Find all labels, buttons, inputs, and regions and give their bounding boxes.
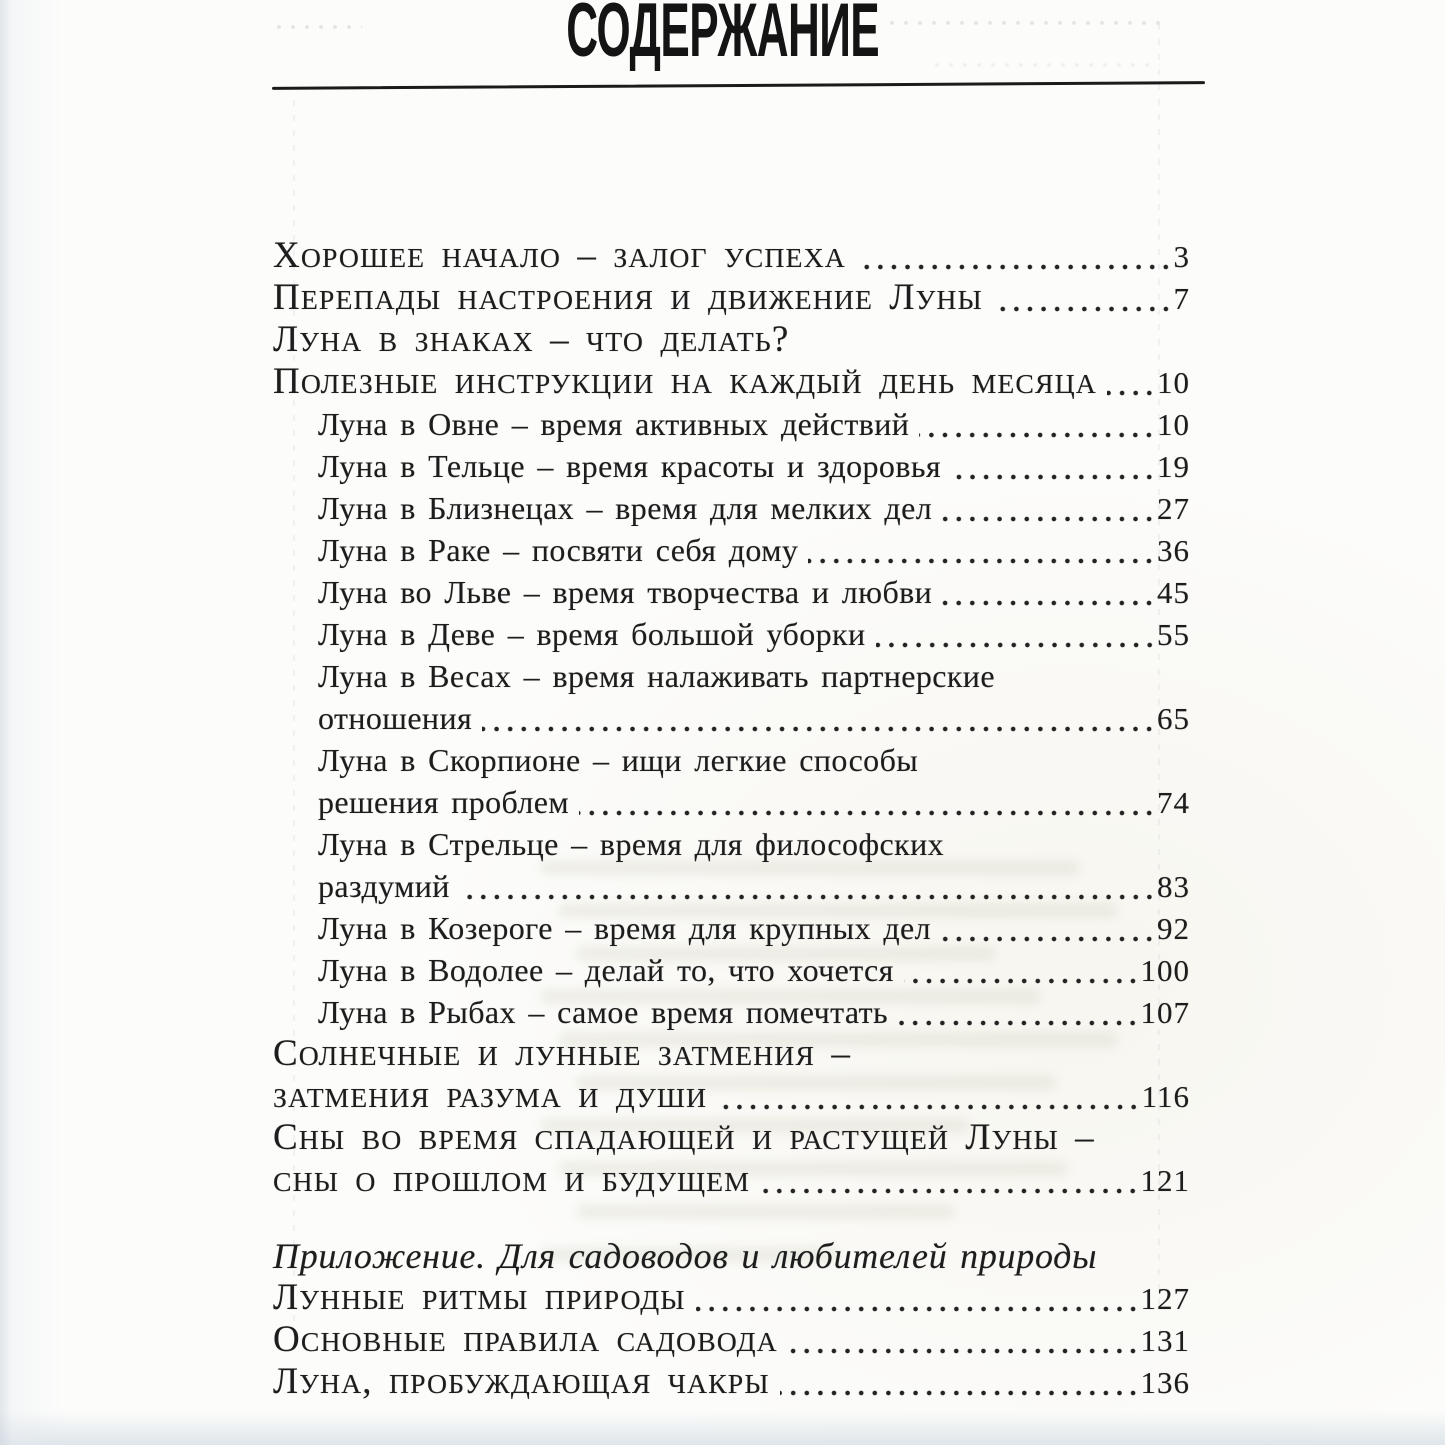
dotted-leader <box>942 600 1156 606</box>
toc-entry-text: ЗАТМЕНИЯ РАЗУМА И ДУШИ <box>273 1083 708 1114</box>
toc-entry-text: Луна в Скорпионе – ищи легкие способы <box>318 742 919 778</box>
dotted-leader <box>898 1020 1139 1026</box>
dotted-leader <box>696 1306 1140 1312</box>
toc-entry-page-number: 36 <box>1157 533 1190 568</box>
toc-entry <box>273 655 1190 697</box>
toc-entry-text: ПОЛЕЗНЫЕ ИНСТРУКЦИИ НА КАЖДЫЙ ДЕНЬ МЕСЯЦА <box>273 361 1097 402</box>
dotted-leader <box>941 936 1156 942</box>
toc-entry-page-number: 83 <box>1157 869 1190 904</box>
toc-entry <box>273 865 1190 907</box>
toc-entry <box>273 235 1190 277</box>
toc-entry-text: Луна в Рыбах – самое время помечтать <box>318 994 889 1030</box>
toc-entry <box>273 1277 1190 1319</box>
dotted-leader <box>856 264 1173 270</box>
toc-entry <box>273 613 1190 655</box>
toc-entry-text: ОСНОВНЫЕ ПРАВИЛА САДОВОДА <box>273 1319 778 1360</box>
dotted-leader <box>760 1188 1140 1194</box>
toc-entry <box>273 1075 1190 1117</box>
dotted-leader <box>1107 390 1156 396</box>
toc-entry-text: СНЫ О ПРОШЛОМ И БУДУЩЕМ <box>273 1167 750 1198</box>
toc-entry-text: Луна в Тельце – время красоты и здоровья <box>318 448 941 484</box>
toc-entry-page-number: 74 <box>1157 785 1190 820</box>
toc-entry-text: ЛУННЫЕ РИТМЫ ПРИРОДЫ <box>273 1277 686 1318</box>
toc-entry-text: Луна в Водолее – делай то, что хочется <box>318 952 894 988</box>
dotted-leader <box>942 516 1156 522</box>
toc-entry-text: Луна во Льве – время творчества и любви <box>318 574 933 610</box>
toc-entry-page-number: 100 <box>1140 953 1190 988</box>
toc-entry-text: раздумий <box>318 868 450 904</box>
dotted-leader <box>876 642 1157 648</box>
page-title <box>0 0 1445 73</box>
dotted-leader <box>993 306 1173 312</box>
toc-entry-text: ЛУНА, ПРОБУЖДАЮЩАЯ ЧАКРЫ <box>273 1361 770 1402</box>
dotted-leader <box>482 726 1156 732</box>
toc-entry <box>273 1159 1190 1201</box>
toc-entry-text: СНЫ ВО ВРЕМЯ СПАДАЮЩЕЙ И РАСТУЩЕЙ ЛУНЫ – <box>273 1117 1095 1158</box>
dotted-leader <box>579 810 1156 816</box>
toc-entry-page-number: 3 <box>1173 239 1190 274</box>
toc-entry <box>273 991 1190 1033</box>
toc-entry <box>273 487 1190 529</box>
toc-entry-page-number: 121 <box>1140 1163 1190 1198</box>
toc-entry-page-number: 65 <box>1157 701 1190 736</box>
toc-entry-page-number: 45 <box>1157 575 1190 610</box>
toc-entry <box>273 1117 1190 1159</box>
dotted-leader <box>788 1348 1140 1354</box>
dotted-leader <box>780 1390 1140 1396</box>
toc-entry-page-number: 116 <box>1141 1079 1190 1114</box>
toc-entry-text: Луна в Близнецах – время для мелких дел <box>318 490 933 526</box>
dotted-leader <box>717 1104 1140 1110</box>
toc-entry-page-number: 7 <box>1173 281 1190 316</box>
dotted-leader <box>951 474 1156 480</box>
toc-entry <box>273 277 1190 319</box>
toc-entry <box>273 361 1190 403</box>
toc-entry <box>273 319 1190 361</box>
toc-entry-page-number: 136 <box>1140 1365 1190 1400</box>
toc-entry-text: Луна в Стрельце – время для философских <box>318 826 945 862</box>
toc-entry <box>273 949 1190 991</box>
toc-entry-text: отношения <box>318 700 473 736</box>
toc-list <box>273 235 1190 1403</box>
toc-entry-page-number: 127 <box>1140 1281 1190 1316</box>
toc-entry <box>273 529 1190 571</box>
toc-entry-text: Луна в Весах – время налаживать партнерские <box>318 658 995 694</box>
toc-entry-text: Луна в Козероге – время для крупных дел <box>318 910 932 946</box>
toc-entry-text: решения проблем <box>318 784 570 820</box>
toc-entry-page-number: 19 <box>1157 449 1190 484</box>
page-title-text: СОДЕРЖАНИЕ <box>566 0 879 73</box>
dotted-leader <box>919 432 1156 438</box>
toc-entry-text: Приложение. Для садоводов и любителей природы <box>273 1236 1098 1276</box>
toc-entry <box>273 823 1190 865</box>
toc-entry-text: Луна в Овне – время активных действий <box>318 406 910 442</box>
toc-entry-page-number: 10 <box>1157 365 1190 400</box>
toc-entry-text: Луна в Деве – время большой уборки <box>318 616 866 652</box>
toc-entry-text: ПЕРЕПАДЫ НАСТРОЕНИЯ И ДВИЖЕНИЕ ЛУНЫ <box>273 277 983 318</box>
dotted-leader <box>460 894 1156 900</box>
toc-entry <box>273 907 1190 949</box>
toc-entry-text: Луна в Раке – посвяти себя дому <box>318 532 799 568</box>
toc-entry-page-number: 131 <box>1140 1323 1190 1358</box>
dotted-leader <box>904 978 1140 984</box>
toc-entry-page-number: 107 <box>1140 995 1190 1030</box>
toc-entry <box>273 697 1190 739</box>
toc-entry <box>273 1319 1190 1361</box>
toc-entry <box>273 445 1190 487</box>
toc-entry-text: ХОРОШЕЕ НАЧАЛО – ЗАЛОГ УСПЕХА <box>273 235 846 276</box>
toc-entry <box>273 403 1190 445</box>
toc-entry <box>273 781 1190 823</box>
dotted-leader <box>808 558 1156 564</box>
toc-entry-page-number: 27 <box>1157 491 1190 526</box>
toc-entry <box>273 1033 1190 1075</box>
toc-entry <box>273 571 1190 613</box>
toc-entry-text: ЛУНА В ЗНАКАХ – ЧТО ДЕЛАТЬ? <box>273 319 790 360</box>
toc-entry-page-number: 92 <box>1157 911 1190 946</box>
toc-entry <box>273 1235 1190 1277</box>
toc-entry <box>273 1361 1190 1403</box>
toc-entry-page-number: 10 <box>1157 407 1190 442</box>
toc-entry-page-number: 55 <box>1157 617 1190 652</box>
toc-entry-text: СОЛНЕЧНЫЕ И ЛУННЫЕ ЗАТМЕНИЯ – <box>273 1033 851 1074</box>
toc-entry <box>273 739 1190 781</box>
